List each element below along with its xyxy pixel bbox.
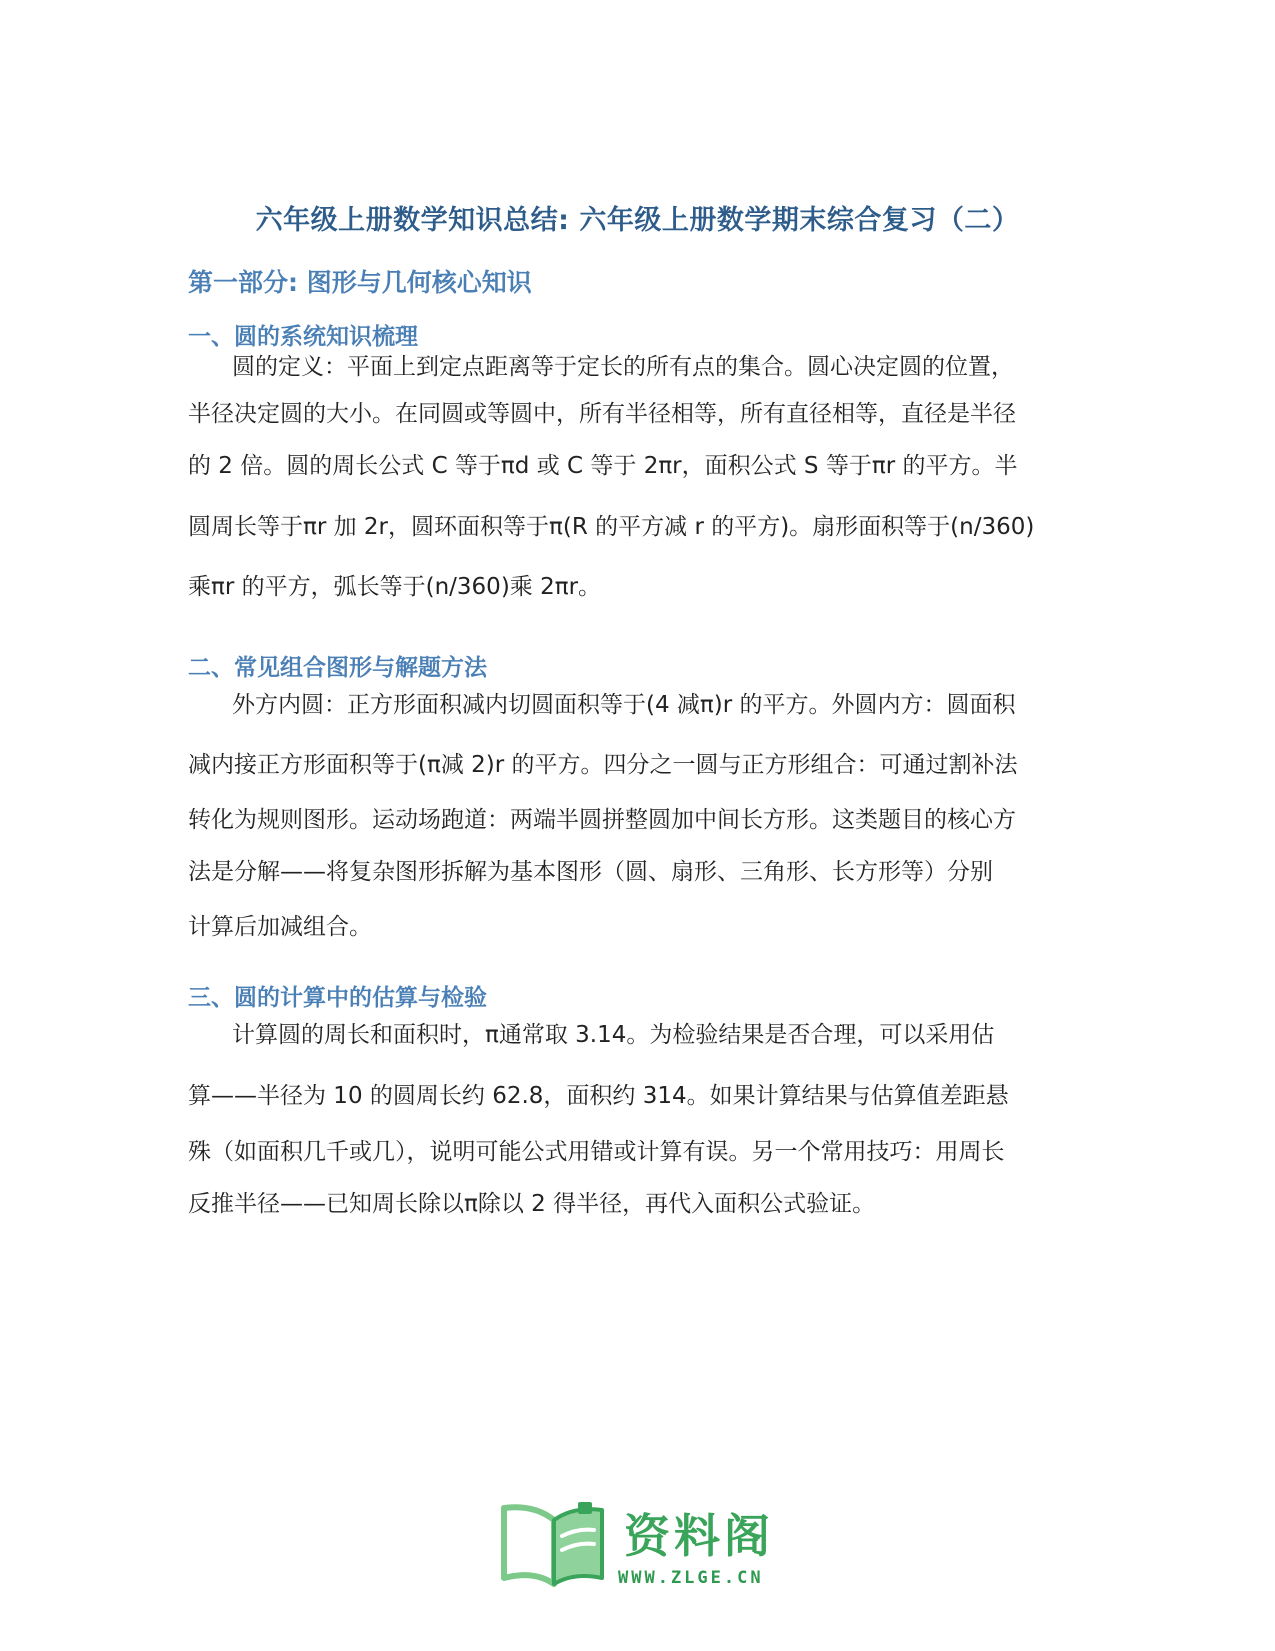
paragraph-line: 外方内圆：正方形面积减内切圆面积等于(4 减π)r 的平方。外圆内方：圆面积 (232, 692, 1016, 718)
section-heading-2: 二、常见组合图形与解题方法 (188, 655, 487, 681)
paragraph-line: 殊（如面积几千或几），说明可能公式用错或计算有误。另一个常用技巧：用周长 (188, 1139, 1005, 1165)
paragraph-line: 乘πr 的平方，弧长等于(n/360)乘 2πr。 (188, 574, 602, 600)
section-heading-3: 三、圆的计算中的估算与检验 (188, 985, 487, 1011)
paragraph-line: 法是分解——将复杂图形拆解为基本图形（圆、扇形、三角形、长方形等）分别 (188, 859, 993, 885)
section-heading-1: 一、圆的系统知识梳理 (188, 324, 418, 350)
paragraph-line: 的 2 倍。圆的周长公式 C 等于πd 或 C 等于 2πr，面积公式 S 等于πr 的平方。半 (188, 453, 1018, 479)
paragraph-line: 转化为规则图形。运动场跑道：两端半圆拼整圆加中间长方形。这类题目的核心方 (188, 807, 1016, 833)
paragraph-line: 圆的定义：平面上到定点距离等于定长的所有点的集合。圆心决定圆的位置， (232, 354, 1014, 380)
paragraph-line: 反推半径——已知周长除以π除以 2 得半径，再代入面积公式验证。 (188, 1191, 876, 1217)
paragraph-line: 减内接正方形面积等于(π减 2)r 的平方。四分之一圆与正方形组合：可通过割补法 (188, 752, 1018, 778)
paragraph-line: 算——半径为 10 的圆周长约 62.8，面积约 314。如果计算结果与估算值差距悬 (188, 1083, 1009, 1109)
document-title: 六年级上册数学知识总结: 六年级上册数学期末综合复习（二） (255, 205, 1020, 236)
logo-url: WWW.ZLGE.CN (618, 1568, 764, 1588)
paragraph-line: 半径决定圆的大小。在同圆或等圆中，所有半径相等，所有直径相等，直径是半径 (188, 401, 1016, 427)
open-book-icon (494, 1500, 612, 1590)
paragraph-line: 圆周长等于πr 加 2r，圆环面积等于π(R 的平方减 r 的平方)。扇形面积等于(n/360) (188, 514, 1035, 540)
site-logo (494, 1500, 794, 1600)
paragraph-line: 计算圆的周长和面积时，π通常取 3.14。为检验结果是否合理，可以采用估 (232, 1022, 995, 1048)
paragraph-line: 计算后加减组合。 (188, 914, 372, 940)
part-title: 第一部分: 图形与几何核心知识 (188, 268, 532, 297)
logo-name: 资料阁 (624, 1509, 774, 1563)
